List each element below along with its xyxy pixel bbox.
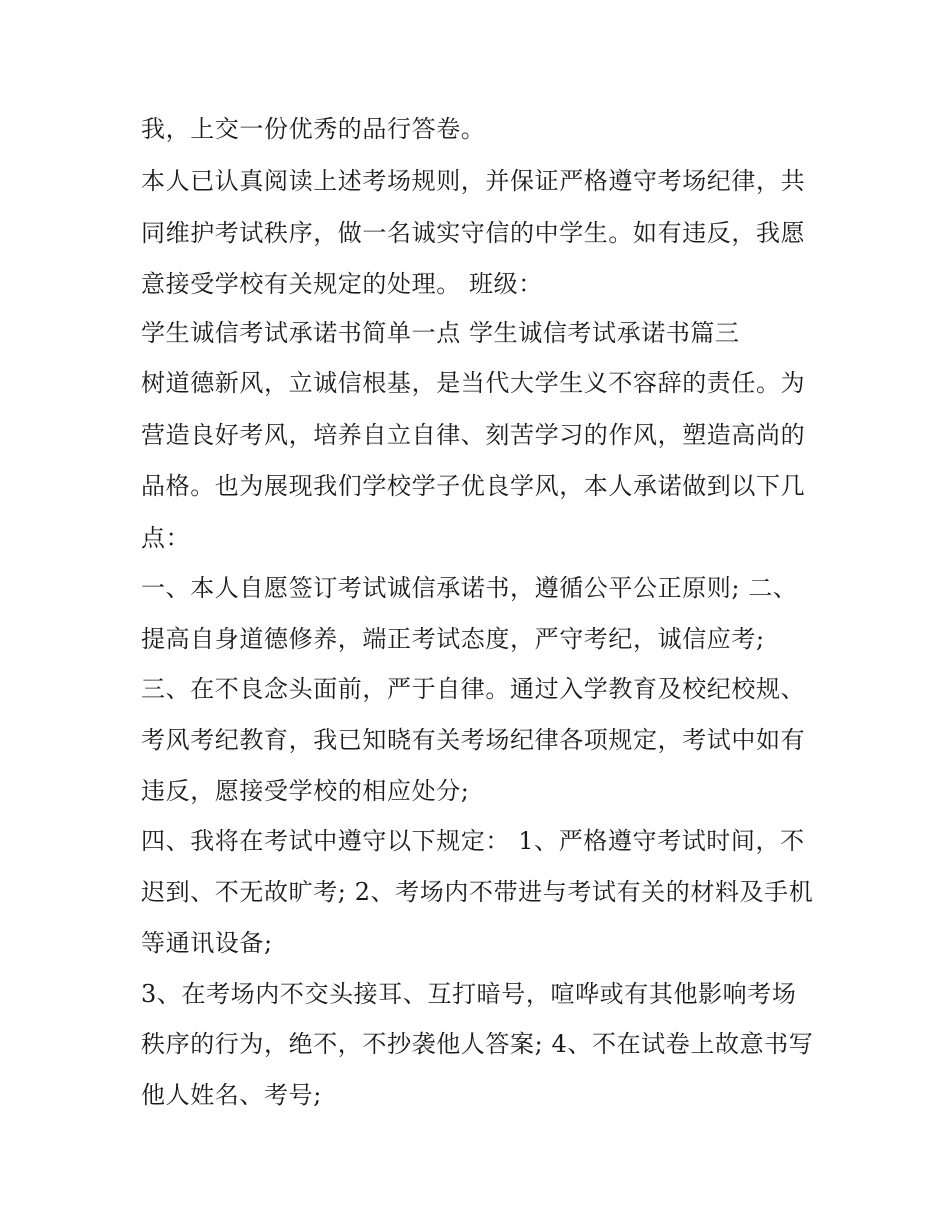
text-line: 营造良好考风，培养自立自律、刻苦学习的作风，塑造高尚的 [141,421,806,449]
text-line: 一、本人自愿签订考试诚信承诺书，遵循公平公正原则; 二、 [141,574,798,602]
text-line: 3、在考场内不交头接耳、互打暗号，喧哗或有其他影响考场 [141,980,797,1008]
text-line: 考风考纪教育，我已知晓有关考场纪律各项规定，考试中如有 [141,726,806,754]
text-line: 我，上交一份优秀的品行答卷。 [141,115,486,143]
text-line: 品格。也为展现我们学校学子优良学风，本人承诺做到以下几 [141,472,806,500]
text-line: 本人已认真阅读上述考场规则，并保证严格遵守考场纪律，共 [141,167,806,195]
text-line: 秩序的行为，绝不，不抄袭他人答案; 4、不在试卷上故意书写 [141,1030,814,1058]
text-line: 违反，愿接受学校的相应处分; [141,777,470,805]
text-line: 他人姓名、考号; [141,1081,322,1109]
text-line: 点： [141,524,191,552]
text-line: 同维护考试秩序，做一名诚实守信的中学生。如有违反，我愿 [141,219,806,247]
text-line: 学生诚信考试承诺书简单一点 学生诚信考试承诺书篇三 [141,319,740,347]
text-line: 迟到、不无故旷考; 2、考场内不带进与考试有关的材料及手机 [141,878,814,906]
text-line: 三、在不良念头面前，严于自律。通过入学教育及校纪校规、 [141,675,806,703]
text-line: 四、我将在考试中遵守以下规定： 1、严格遵守考试时间，不 [141,827,805,855]
text-line: 树道德新风，立诚信根基，是当代大学生义不容辞的责任。为 [141,369,806,397]
text-line: 意接受学校有关规定的处理。 班级： [141,270,543,298]
text-line: 提高自身道德修养，端正考试态度，严守考纪，诚信应考; [141,625,765,653]
text-line: 等通讯设备; [141,929,273,957]
